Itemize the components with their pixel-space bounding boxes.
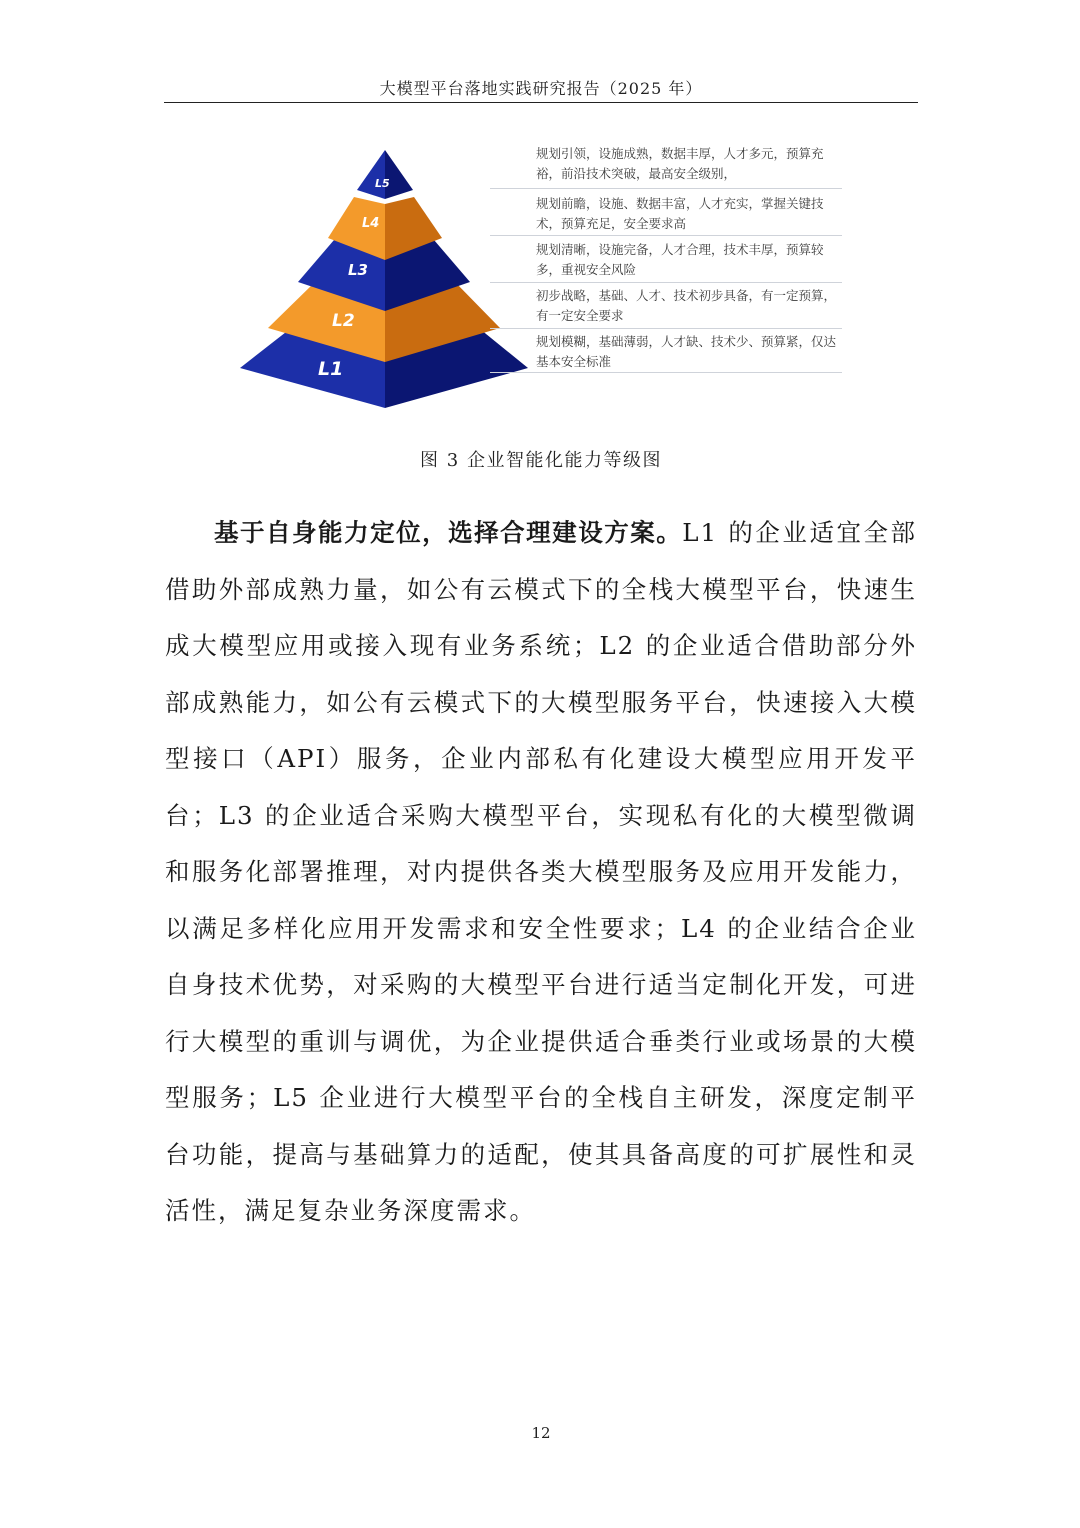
level-divider — [490, 188, 842, 189]
level-divider — [490, 235, 842, 236]
paragraph-lead: 基于自身能力定位，选择合理建设方案。 — [214, 518, 683, 547]
tier-l5-left-face — [357, 150, 385, 199]
level-description-l4: 规划前瞻，设施、数据丰富，人才充实，掌握关键技术，预算充足，安全要求高 — [536, 196, 824, 231]
body-paragraph — [165, 505, 917, 1240]
level-divider — [490, 372, 842, 373]
level-divider — [490, 282, 842, 283]
level-description-l2: 初步战略，基础、人才、技术初步具备，有一定预算，有一定安全要求 — [536, 288, 837, 323]
capability-pyramid-figure — [230, 140, 860, 420]
page-number: 12 — [531, 1424, 551, 1442]
header-divider — [164, 102, 918, 103]
tier-l3-label: L3 — [348, 261, 368, 279]
tier-l1-label: L1 — [318, 358, 344, 380]
figure-caption: 图 3 企业智能化能力等级图 — [420, 450, 662, 471]
level-description-l3: 规划清晰，设施完备，人才合理，技术丰厚，预算较多，重视安全风险 — [536, 242, 824, 277]
tier-l2-label: L2 — [332, 311, 355, 331]
level-description-l5: 规划引领，设施成熟，数据丰厚，人才多元，预算充裕，前沿技术突破，最高安全级别， — [536, 146, 824, 181]
paragraph-text: L1 的企业适宜全部借助外部成熟力量，如公有云模式下的全栈大模型平台，快速生成大模型应用或接入现有业务系统；L2 的企业适合借助部分外部成熟能力，如公有云模式下的大模型服务平台，快速接入大模型接口（API）服务，企业内部私有化建设大模型应用开发平台；L3 的企业适合采购大模型平台，实现私有化的大模型微调和服务化部署推理，对内提供各类大模型服务及应用开发能力，以满足多样化应用开发需求和安全性要求；L4 的企业结合企业自身技术优势，对采购的大模型平台进行适当定制化开发，可进行大模型的重训与调优，为企业提供适合垂类行业或场景的大模型服务；L5 企业进行大模型平台的全栈自主研发，深度定制平台功能，提高与基础算力的适配，使其具备高度的可扩展性和灵活性，满足复杂业务深度需求。 — [165, 518, 917, 1225]
tier-l4-label: L4 — [362, 216, 380, 231]
level-description-l1: 规划模糊，基础薄弱，人才缺、技术少、预算紧，仅达基本安全标准 — [536, 334, 837, 369]
pyramid-tier-l5 — [357, 150, 413, 199]
running-header: 大模型平台落地实践研究报告（2025 年） — [379, 79, 703, 98]
tier-l5-right-face — [385, 150, 413, 199]
tier-l5-label: L5 — [375, 177, 390, 190]
level-divider — [490, 328, 842, 329]
